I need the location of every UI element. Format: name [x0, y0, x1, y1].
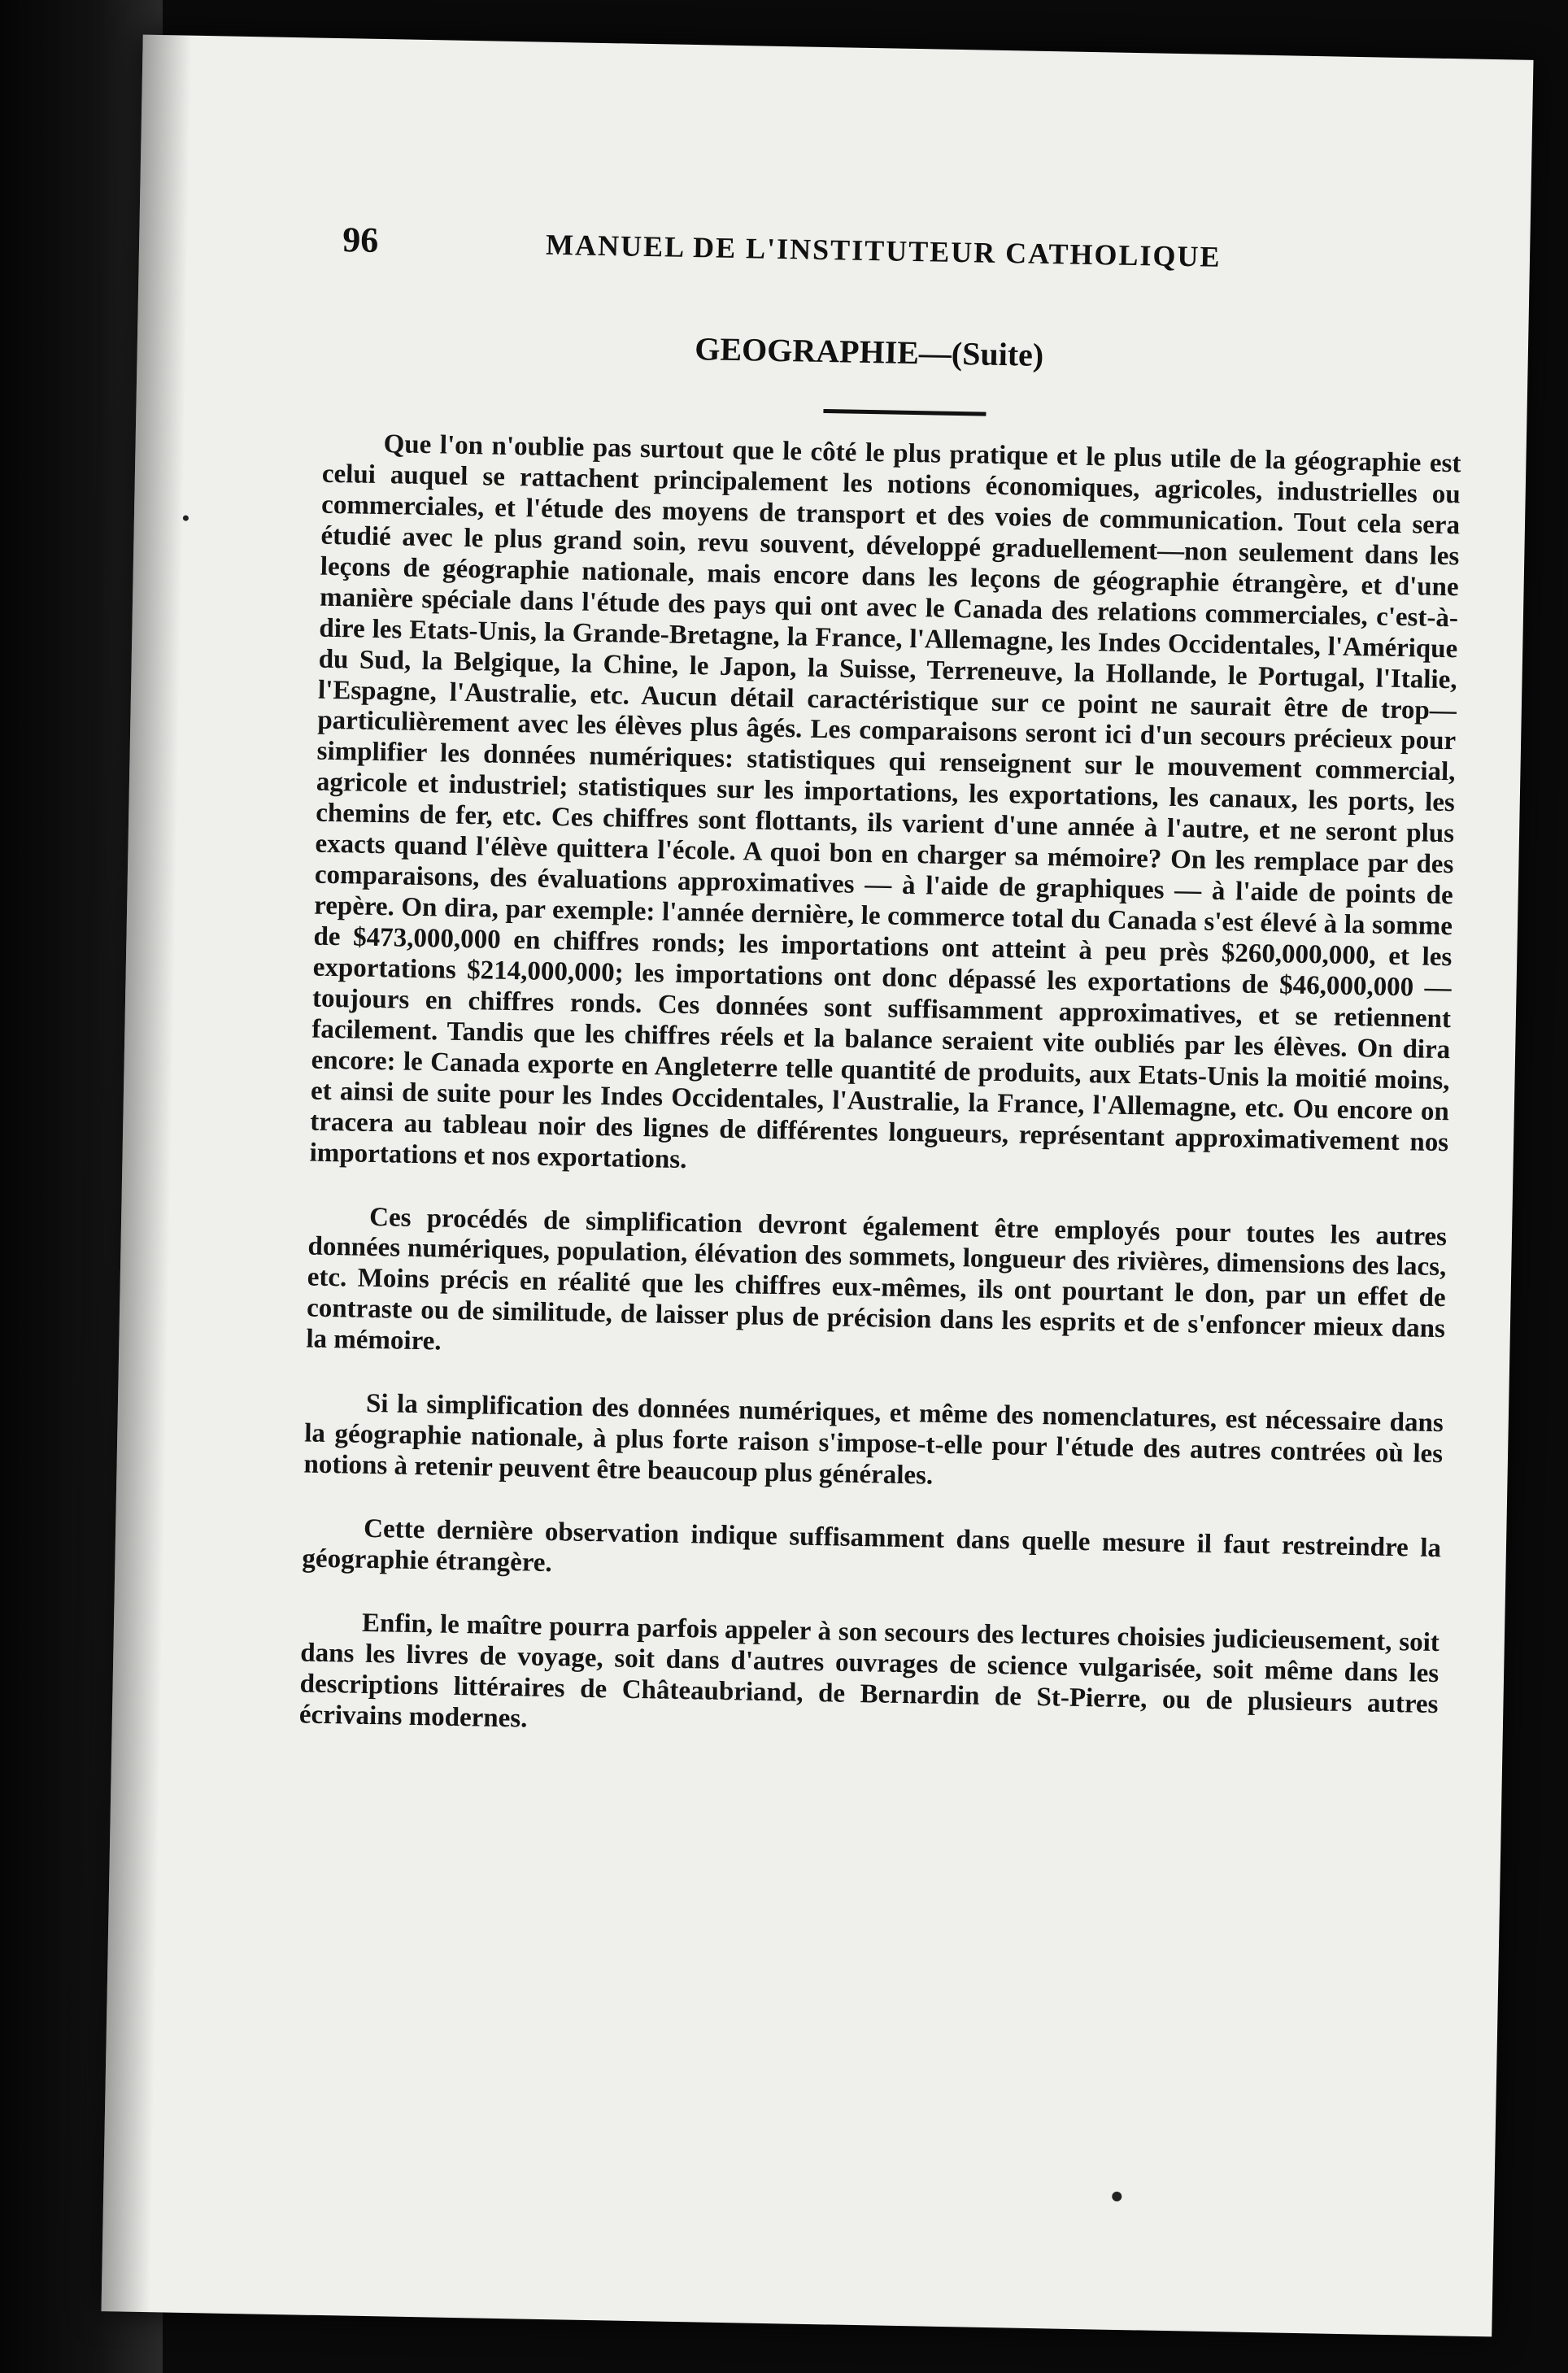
paragraph-4: Cette dernière observation indique suffisamment dans quelle mesure il faut restreindre la géographie étrangère. — [302, 1513, 1442, 1578]
page-number: 96 — [342, 220, 379, 260]
running-title: MANUEL DE L'INSTITUTEUR CATHOLIQUE — [545, 228, 1222, 273]
ink-speck — [183, 516, 189, 521]
page-header — [342, 219, 1433, 288]
ink-speck — [1112, 2192, 1122, 2201]
paragraph-2: Ces procédés de simplification devront également être employés pour toutes les autres données numériques, population, élévation des sommets, longueur des rivières, dimensions des lacs, etc. Moins précis en réalité que les chiffres eux-mêmes, ils ont pourtant le don, par un effet de contraste ou de similitude, de laisser plus de précision dans les esprits et de s'enfoncer mieux dans la mémoire. — [306, 1202, 1448, 1356]
title-rule — [823, 409, 986, 416]
body-text — [298, 429, 1461, 1784]
book-page — [101, 35, 1533, 2337]
paragraph-3: Si la simplification des données numériques, et même des nomenclatures, est nécessaire dans la géographie nationale, à plus forte raison s'impose-t-elle pour l'étude des autres contrées où les notions à retenir peuvent être beaucoup plus générales. — [303, 1389, 1444, 1491]
paragraph-5: Enfin, le maître pourra parfois appeler à son secours des lectures choisies judicieusement, soit dans les livres de voyage, soit dans d'autres ouvrages de science vulgarisée, soit même dans les descriptions littéraires de Châteaubriand, de Bernardin de St-Pierre, ou de plusieurs autres écrivains modernes. — [298, 1608, 1440, 1734]
paragraph-1: Que l'on n'oublie pas surtout que le côté le plus pratique et le plus utile de la géographie est celui auquel se rattachent principalement les notions économiques, agricoles, industrielles ou commerciales, et l'étude des moyens de transport et des voies de communication. Tout cela sera étudié avec le plus grand soin, revu souvent, développé graduellement—non seulement dans les leçons de géographie nationale, mais encore dans les leçons de géographie étrangère, et d'une manière spéciale dans l'étude des pays qui ont avec le Canada des relations commerciales, c'est-à-dire les Etats-Unis, la Grande-Bretagne, la France, l'Allemagne, les Indes Occidentales, l'Amérique du Sud, la Belgique, la Chine, le Japon, la Suisse, Terreneuve, la Hollande, le Portugal, l'Italie, l'Espagne, l'Australie, etc. Aucun détail caractéristique sur ce point ne saurait être de trop—particulièrement avec les élèves plus âgés. Les comparaisons seront ici d'un secours précieux pour simplifier les données numériques: statistiques qui renseignent sur le mouvement commercial, agricole et industriel; statistiques sur les importations, les exportations, les canaux, les ports, les chemins de fer, etc. Ces chiffres sont flottants, ils varient d'une année à l'autre, et ne seront plus exacts quand l'élève quittera l'école. A quoi bon en charger sa mémoire? On les remplace par des comparaisons, des évaluations approximatives — à l'aide de graphiques — à l'aide de points de repère. On dira, par exemple: l'année dernière, le commerce total du Canada s'est élevé à la somme de $473,000,000 en chiffres ronds; les importations ont atteint à peu près $260,000,000, et les exportations $214,000,000; les importations ont donc dépassé les exportations de $46,000,000 — toujours en chiffres ronds. Ces données sont suffisamment approximatives, et se retiennent facilement. Tandis que les chiffres réels et la balance seraient vite oubliés par les élèves. On dira encore: le Canada exporte en Angleterre telle quantité de produits, aux Etats-Unis la moitié moins, et ainsi de suite pour les Indes Occidentales, l'Australie, la France, l'Allemagne, etc. Ou encore on tracera au tableau noir des lignes de différentes longueurs, représentant approximativement nos importations et nos exportations. — [309, 429, 1461, 1174]
section-title: GEOGRAPHIE—(Suite) — [694, 330, 1044, 373]
